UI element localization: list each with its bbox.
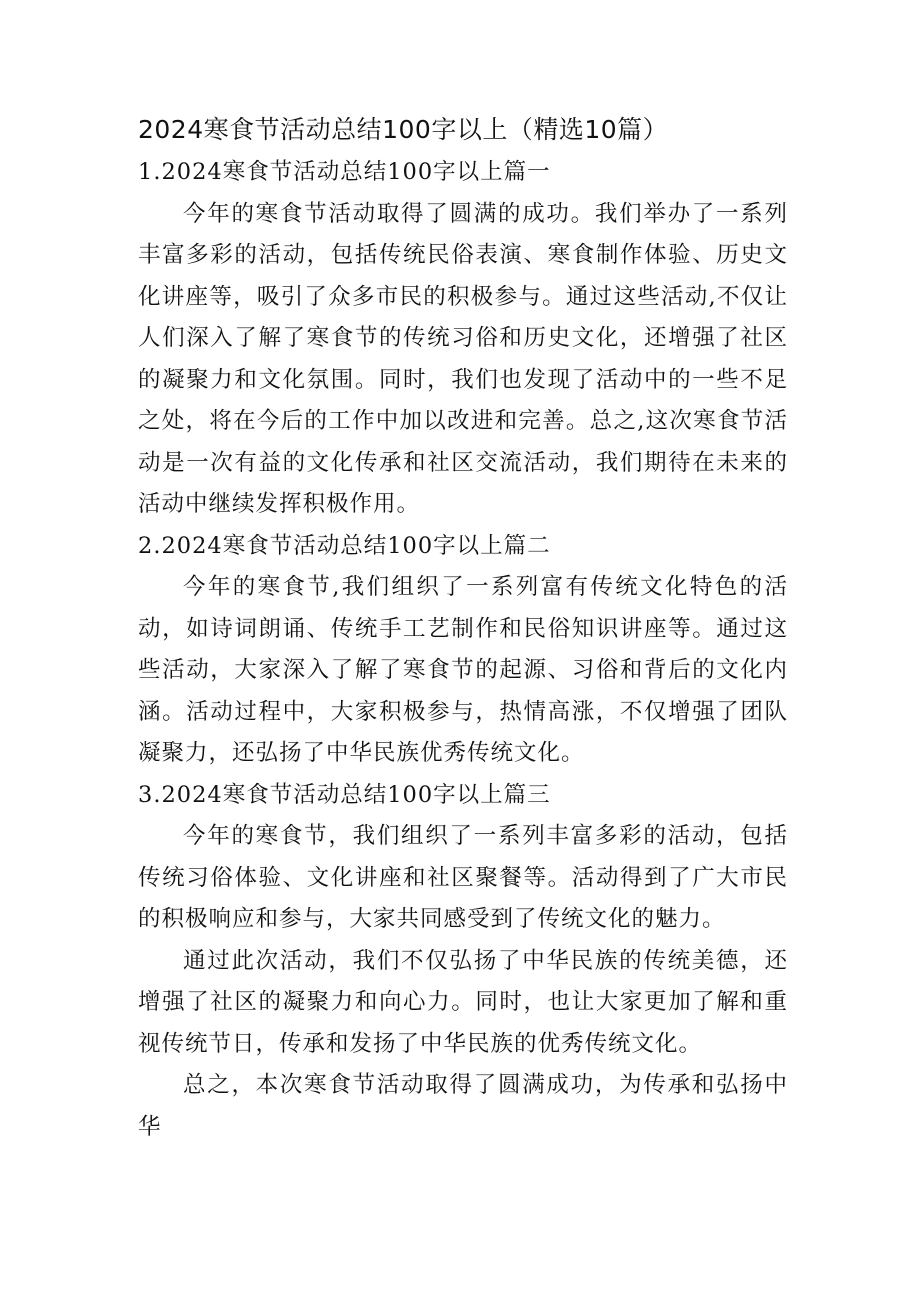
- paragraph: 今年的寒食节活动取得了圆满的成功。我们举办了一系列丰富多彩的活动，包括传统民俗表演、寒食制作体验、历史文化讲座等，吸引了众多市民的积极参与。通过这些活动,不仅让人们深入了解了寒食节的传统习俗和历史文化，还增强了社区的凝聚力和文化氛围。同时，我们也发现了活动中的一些不足之处，将在今后的工作中加以改进和完善。总之,这次寒食节活动是一次有益的文化传承和社区交流活动，我们期待在未来的活动中继续发挥积极作用。: [138, 200, 788, 517]
- paragraph: 今年的寒食节,我们组织了一系列富有传统文化特色的活动，如诗词朗诵、传统手工艺制作和民俗知识讲座等。通过这些活动，大家深入了解了寒食节的起源、习俗和背后的文化内涵。活动过程中，大家积极参与，热情高涨，不仅增强了团队凝聚力，还弘扬了中华民族优秀传统文化。: [138, 574, 788, 766]
- paragraph: 通过此次活动，我们不仅弘扬了中华民族的传统美德，还增强了社区的凝聚力和向心力。同时，也让大家更加了解和重视传统节日，传承和发扬了中华民族的优秀传统文化。: [138, 947, 788, 1057]
- section-heading: 3.2024寒食节活动总结100字以上篇三: [138, 781, 551, 808]
- section-2: [138, 526, 788, 775]
- section-1: [138, 152, 788, 526]
- section-heading: 2.2024寒食节活动总结100字以上篇二: [138, 532, 551, 559]
- document-title: 2024寒食节活动总结100字以上（精选10篇）: [138, 115, 669, 144]
- paragraph: 总之，本次寒食节活动取得了圆满成功，为传承和弘扬中华: [138, 1072, 788, 1140]
- section-3: [138, 775, 788, 1149]
- document-body: [138, 152, 788, 1148]
- section-heading: 1.2024寒食节活动总结100字以上篇一: [138, 159, 551, 185]
- paragraph: 今年的寒食节，我们组织了一系列丰富多彩的活动，包括传统习俗体验、文化讲座和社区聚餐等。活动得到了广大市民的积极响应和参与，大家共同感受到了传统文化的魅力。: [138, 823, 788, 932]
